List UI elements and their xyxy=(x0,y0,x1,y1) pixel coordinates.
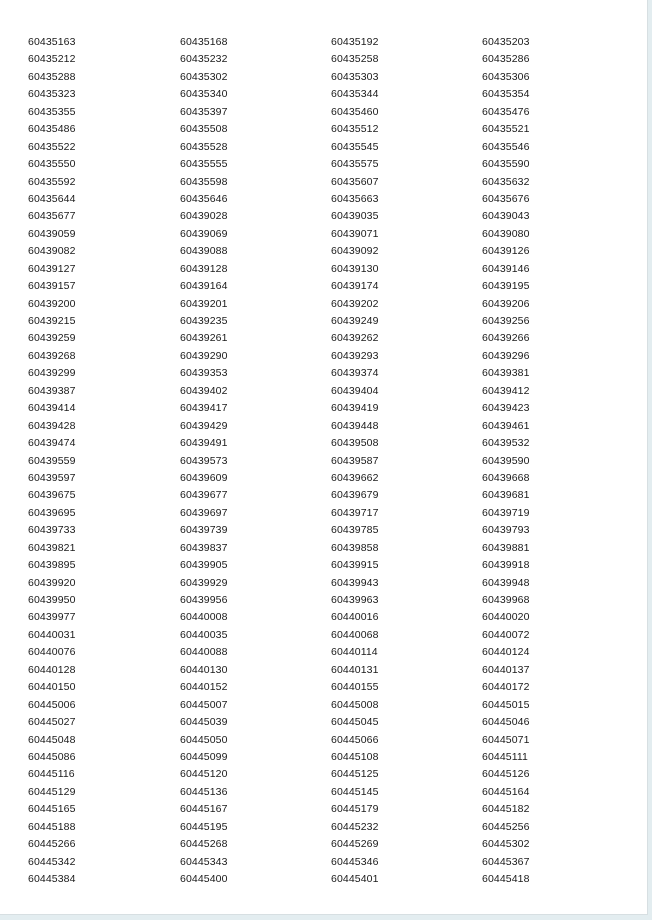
number-cell: 60445188 xyxy=(28,820,76,833)
number-cell: 60445182 xyxy=(482,803,530,816)
number-cell: 60439429 xyxy=(180,419,228,432)
number-cell: 60439943 xyxy=(331,576,379,589)
number-cell: 60435288 xyxy=(28,70,76,83)
number-cell: 60439266 xyxy=(482,332,530,345)
number-cell: 60435546 xyxy=(482,140,530,153)
number-cell: 60440130 xyxy=(180,663,228,676)
number-cell: 60439668 xyxy=(482,471,530,484)
number-list xyxy=(28,34,628,888)
number-cell: 60445232 xyxy=(331,820,379,833)
number-cell: 60435663 xyxy=(331,192,379,205)
number-cell: 60445164 xyxy=(482,785,530,798)
number-cell: 60439412 xyxy=(482,384,530,397)
number-cell: 60439261 xyxy=(180,332,228,345)
number-cell: 60440124 xyxy=(482,646,530,659)
number-cell: 60435286 xyxy=(482,53,530,66)
number-cell: 60445111 xyxy=(482,750,528,763)
number-cell: 60435168 xyxy=(180,36,228,48)
number-cell: 60439895 xyxy=(28,559,76,572)
number-cell: 60435676 xyxy=(482,192,530,205)
number-cell: 60439597 xyxy=(28,471,76,484)
number-cell: 60439858 xyxy=(331,541,379,554)
number-cell: 60435592 xyxy=(28,175,76,188)
number-cell: 60445195 xyxy=(180,820,228,833)
number-cell: 60435344 xyxy=(331,88,379,101)
number-cell: 60439915 xyxy=(331,559,379,572)
number-cell: 60445066 xyxy=(331,733,379,746)
number-cell: 60445045 xyxy=(331,716,379,729)
number-cell: 60440137 xyxy=(482,663,530,676)
number-cell: 60439929 xyxy=(180,576,228,589)
number-cell: 60439202 xyxy=(331,297,379,310)
number-cell: 60439128 xyxy=(180,262,228,275)
number-cell: 60439374 xyxy=(331,367,379,380)
number-cell: 60445086 xyxy=(28,750,76,763)
number-cell: 60439956 xyxy=(180,594,228,606)
number-cell: 60439785 xyxy=(331,524,379,537)
number-cell: 60445046 xyxy=(482,716,530,729)
number-cell: 60439675 xyxy=(28,489,76,502)
number-cell: 60445048 xyxy=(28,733,76,746)
number-cell: 60439092 xyxy=(331,245,379,258)
number-cell: 60445256 xyxy=(482,820,530,833)
number-cell: 60435258 xyxy=(331,53,379,66)
number-cell: 60439387 xyxy=(28,384,76,397)
number-cell: 60439157 xyxy=(28,280,76,293)
number-cell: 60439920 xyxy=(28,576,76,589)
number-cell: 60445384 xyxy=(28,873,76,885)
number-cell: 60445006 xyxy=(28,698,76,711)
number-cell: 60445125 xyxy=(331,768,379,781)
number-cell: 60445129 xyxy=(28,785,76,798)
number-cell: 60439259 xyxy=(28,332,76,345)
number-cell: 60439206 xyxy=(482,297,530,310)
number-cell: 60440172 xyxy=(482,681,530,694)
number-cell: 60439587 xyxy=(331,454,379,467)
number-cell: 60439491 xyxy=(180,437,228,450)
number-cell: 60439905 xyxy=(180,559,228,572)
number-cell: 60445099 xyxy=(180,750,228,763)
number-cell: 60445266 xyxy=(28,838,76,851)
number-cell: 60439695 xyxy=(28,506,76,519)
number-cell: 60435203 xyxy=(482,36,530,48)
number-cell: 60445269 xyxy=(331,838,379,851)
number-cell: 60439201 xyxy=(180,297,228,310)
number-cell: 60435355 xyxy=(28,105,76,118)
number-cell: 60435232 xyxy=(180,53,228,66)
number-cell: 60440088 xyxy=(180,646,228,659)
number-cell: 60435555 xyxy=(180,158,228,171)
number-cell: 60439733 xyxy=(28,524,76,537)
number-cell: 60439717 xyxy=(331,506,379,519)
number-cell: 60439296 xyxy=(482,349,530,362)
number-cell: 60435644 xyxy=(28,192,76,205)
number-cell: 60445027 xyxy=(28,716,76,729)
number-cell: 60445015 xyxy=(482,698,530,711)
number-cell: 60435306 xyxy=(482,70,530,83)
number-cell: 60440114 xyxy=(331,646,378,659)
number-cell: 60445136 xyxy=(180,785,228,798)
number-cell: 60439448 xyxy=(331,419,379,432)
number-cell: 60439679 xyxy=(331,489,379,502)
number-cell: 60439963 xyxy=(331,594,379,606)
number-cell: 60435212 xyxy=(28,53,76,66)
number-cell: 60439677 xyxy=(180,489,228,502)
number-cell: 60435590 xyxy=(482,158,530,171)
number-cell: 60439293 xyxy=(331,349,379,362)
number-cell: 60439474 xyxy=(28,437,76,450)
number-cell: 60445050 xyxy=(180,733,228,746)
number-cell: 60445116 xyxy=(28,768,75,781)
number-cell: 60439215 xyxy=(28,315,76,327)
number-cell: 60439127 xyxy=(28,262,76,275)
number-cell: 60440076 xyxy=(28,646,76,659)
number-cell: 60445007 xyxy=(180,698,228,711)
number-cell: 60439200 xyxy=(28,297,76,310)
number-cell: 60445346 xyxy=(331,855,379,868)
number-cell: 60435163 xyxy=(28,36,76,48)
number-cell: 60439235 xyxy=(180,315,228,327)
number-cell: 60445302 xyxy=(482,838,530,851)
number-cell: 60435192 xyxy=(331,36,379,48)
number-cell: 60445071 xyxy=(482,733,530,746)
number-cell: 60439035 xyxy=(331,210,379,223)
number-cell: 60439299 xyxy=(28,367,76,380)
number-cell: 60439353 xyxy=(180,367,228,380)
number-cell: 60439262 xyxy=(331,332,379,345)
number-cell: 60435545 xyxy=(331,140,379,153)
number-cell: 60445039 xyxy=(180,716,228,729)
number-cell: 60445145 xyxy=(331,785,379,798)
number-cell: 60439381 xyxy=(482,367,530,380)
number-cell: 60440072 xyxy=(482,628,530,641)
number-cell: 60439130 xyxy=(331,262,379,275)
number-cell: 60439249 xyxy=(331,315,379,327)
number-cell: 60435522 xyxy=(28,140,76,153)
number-cell: 60439256 xyxy=(482,315,530,327)
number-cell: 60439423 xyxy=(482,402,530,415)
number-cell: 60439404 xyxy=(331,384,379,397)
number-cell: 60439837 xyxy=(180,541,228,554)
number-cell: 60439590 xyxy=(482,454,530,467)
number-cell: 60439977 xyxy=(28,611,76,624)
number-cell: 60445268 xyxy=(180,838,228,851)
number-cell: 60439609 xyxy=(180,471,228,484)
number-cell: 60445165 xyxy=(28,803,76,816)
number-cell: 60435677 xyxy=(28,210,76,223)
number-cell: 60439195 xyxy=(482,280,530,293)
number-cell: 60435354 xyxy=(482,88,530,101)
number-cell: 60435397 xyxy=(180,105,228,118)
number-cell: 60435550 xyxy=(28,158,76,171)
number-cell: 60439080 xyxy=(482,227,530,240)
number-cell: 60440020 xyxy=(482,611,530,624)
number-cell: 60439402 xyxy=(180,384,228,397)
number-cell: 60445120 xyxy=(180,768,228,781)
number-cell: 60440031 xyxy=(28,628,76,641)
number-cell: 60445108 xyxy=(331,750,379,763)
number-cell: 60439461 xyxy=(482,419,530,432)
number-cell: 60435302 xyxy=(180,70,228,83)
number-cell: 60435607 xyxy=(331,175,379,188)
number-cell: 60440131 xyxy=(331,663,379,676)
number-cell: 60439508 xyxy=(331,437,379,450)
number-cell: 60439739 xyxy=(180,524,228,537)
number-cell: 60439532 xyxy=(482,437,530,450)
number-cell: 60440016 xyxy=(331,611,379,624)
number-cell: 60439174 xyxy=(331,280,379,293)
number-cell: 60445418 xyxy=(482,873,530,885)
number-cell: 60439821 xyxy=(28,541,76,554)
number-cell: 60435476 xyxy=(482,105,530,118)
number-cell: 60439681 xyxy=(482,489,530,502)
number-cell: 60435303 xyxy=(331,70,379,83)
number-cell: 60440035 xyxy=(180,628,228,641)
number-cell: 60439918 xyxy=(482,559,530,572)
number-cell: 60439697 xyxy=(180,506,228,519)
number-cell: 60445126 xyxy=(482,768,530,781)
number-cell: 60439043 xyxy=(482,210,530,223)
number-cell: 60440128 xyxy=(28,663,76,676)
number-cell: 60435521 xyxy=(482,123,530,136)
number-cell: 60435646 xyxy=(180,192,228,205)
number-cell: 60435512 xyxy=(331,123,379,136)
number-cell: 60435528 xyxy=(180,140,228,153)
number-cell: 60439950 xyxy=(28,594,76,606)
number-cell: 60435508 xyxy=(180,123,228,136)
number-cell: 60439881 xyxy=(482,541,530,554)
number-cell: 60439164 xyxy=(180,280,228,293)
number-cell: 60435323 xyxy=(28,88,76,101)
number-cell: 60435460 xyxy=(331,105,379,118)
number-cell: 60439793 xyxy=(482,524,530,537)
number-cell: 60439082 xyxy=(28,245,76,258)
number-cell: 60439290 xyxy=(180,349,228,362)
number-cell: 60445167 xyxy=(180,803,228,816)
number-cell: 60440068 xyxy=(331,628,379,641)
number-cell: 60440155 xyxy=(331,681,379,694)
number-cell: 60439069 xyxy=(180,227,228,240)
number-cell: 60440150 xyxy=(28,681,76,694)
number-cell: 60439028 xyxy=(180,210,228,223)
number-cell: 60445401 xyxy=(331,873,379,885)
number-cell: 60439146 xyxy=(482,262,530,275)
number-cell: 60439968 xyxy=(482,594,530,606)
number-cell: 60440152 xyxy=(180,681,228,694)
number-cell: 60439126 xyxy=(482,245,530,258)
number-cell: 60439419 xyxy=(331,402,379,415)
number-cell: 60445400 xyxy=(180,873,228,885)
number-cell: 60439417 xyxy=(180,402,228,415)
number-cell: 60435340 xyxy=(180,88,228,101)
number-cell: 60435632 xyxy=(482,175,530,188)
number-cell: 60439071 xyxy=(331,227,379,240)
number-cell: 60445342 xyxy=(28,855,76,868)
number-cell: 60445179 xyxy=(331,803,379,816)
number-cell: 60439948 xyxy=(482,576,530,589)
number-cell: 60435486 xyxy=(28,123,76,136)
number-cell: 60439428 xyxy=(28,419,76,432)
number-cell: 60439559 xyxy=(28,454,76,467)
number-cell: 60439059 xyxy=(28,227,76,240)
number-cell: 60435598 xyxy=(180,175,228,188)
number-cell: 60445008 xyxy=(331,698,379,711)
number-cell: 60439573 xyxy=(180,454,228,467)
number-cell: 60439719 xyxy=(482,506,530,519)
number-cell: 60445367 xyxy=(482,855,530,868)
number-cell: 60445343 xyxy=(180,855,228,868)
number-cell: 60439414 xyxy=(28,402,76,415)
number-cell: 60439268 xyxy=(28,349,76,362)
number-cell: 60435575 xyxy=(331,158,379,171)
number-cell: 60439662 xyxy=(331,471,379,484)
number-cell: 60439088 xyxy=(180,245,228,258)
number-cell: 60440008 xyxy=(180,611,228,624)
